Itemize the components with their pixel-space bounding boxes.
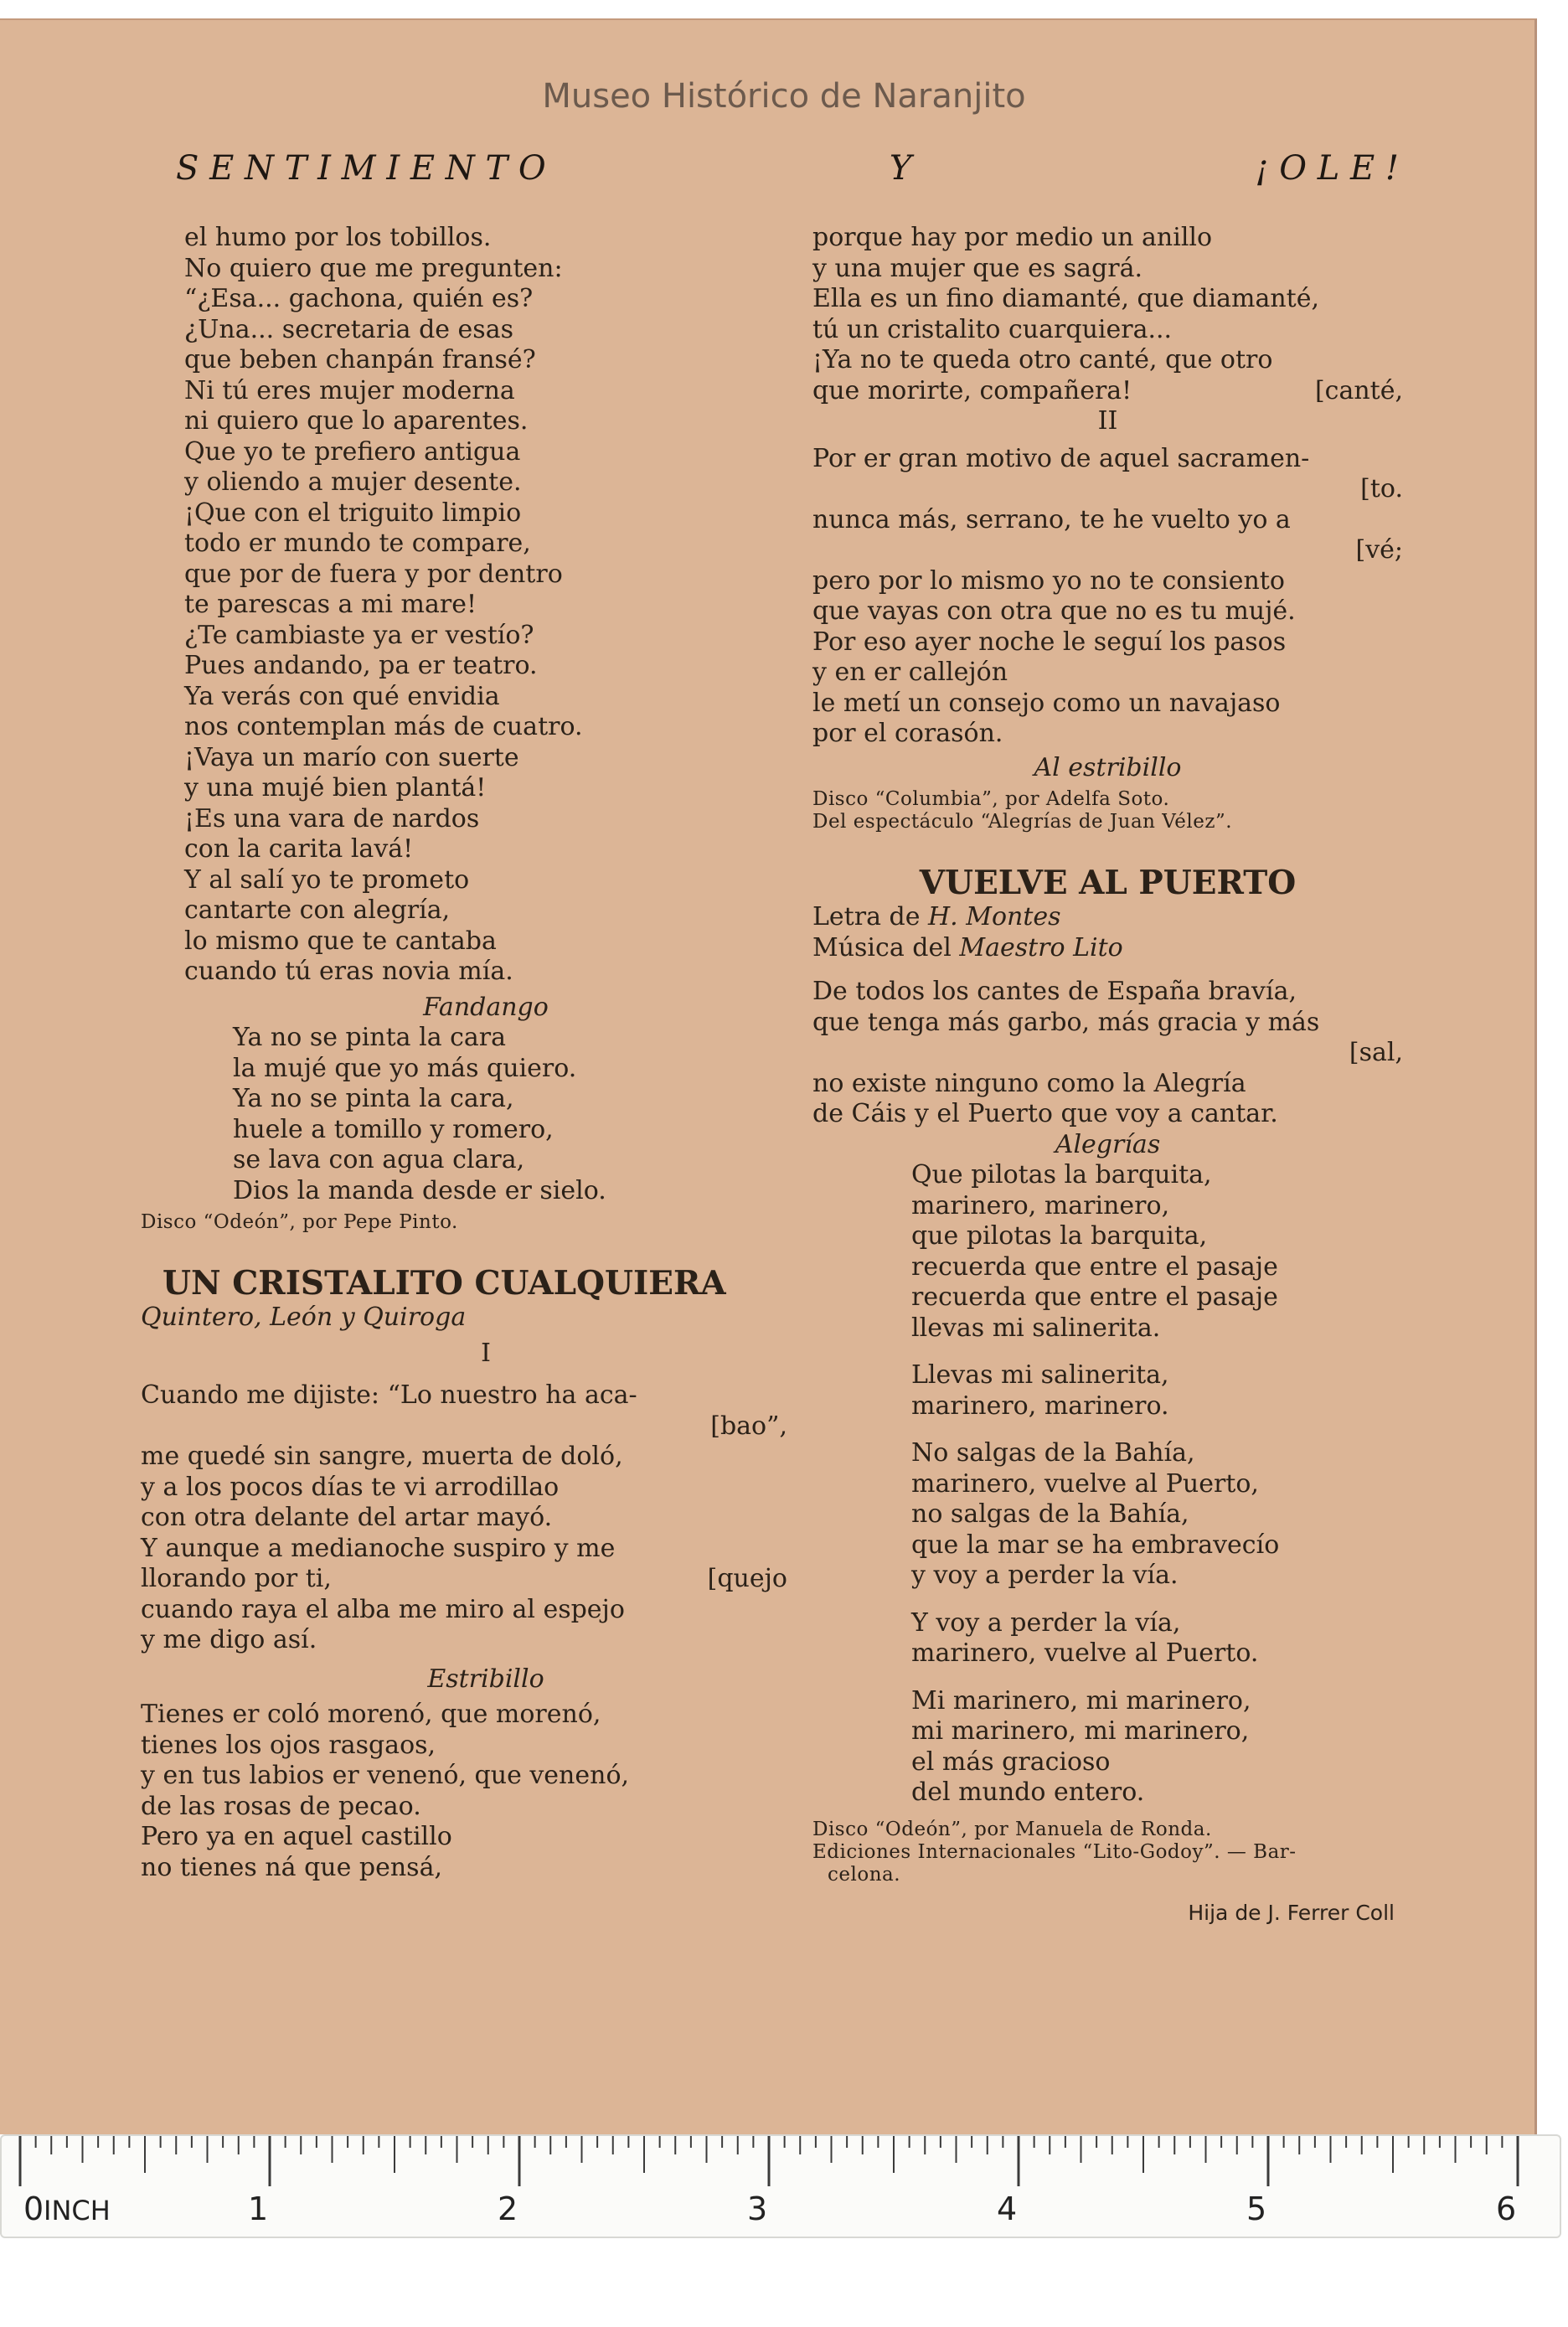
part-two-label: II <box>1097 406 1118 436</box>
ruler-number: 6 <box>1496 2190 1517 2227</box>
ruler-number: 2 <box>498 2190 518 2227</box>
ruler-number: 3 <box>747 2190 768 2227</box>
verse-line: No quiero que me pregunten: <box>184 253 563 283</box>
credit-line: celona. <box>828 1863 901 1886</box>
verse-line: No salgas de la Bahía, <box>911 1438 1195 1468</box>
verse-line: del mundo entero. <box>911 1777 1145 1807</box>
verse-line: tienes los ojos rasgaos, <box>141 1730 436 1760</box>
verse-line: de Cáis y el Puerto que voy a cantar. <box>812 1099 1278 1128</box>
part-one-verse <box>141 1380 787 1656</box>
printer-credit: Hija de J. Ferrer Coll <box>1188 1900 1395 1925</box>
verse-line: lo mismo que te cantaba <box>184 926 497 956</box>
verse-line: ¡Que con el triguito limpio <box>184 498 522 528</box>
intro-verse <box>812 977 1403 1130</box>
verse-line: Ya no se pinta la cara, <box>233 1084 514 1113</box>
verse-line: Tienes er coló morenó, que morenó, <box>141 1700 601 1729</box>
verse-line: con otra delante del artar mayó. <box>141 1503 553 1532</box>
verse-line: te parescas a mi mare! <box>184 590 477 619</box>
verse-line: marinero, vuelve al Puerto, <box>911 1468 1259 1499</box>
verse-line: la mujé que yo más quiero. <box>233 1053 577 1083</box>
verse-line: me quedé sin sangre, muerta de doló, <box>141 1442 623 1471</box>
right-column <box>812 223 1403 1928</box>
verse-line: ¡Ya no te queda otro canté, que otro <box>812 345 1273 374</box>
verse-line: cantarte con alegría, <box>184 895 451 925</box>
verse-line: Pero ya en aquel castillo <box>141 1822 452 1851</box>
verse-line: Mi marinero, mi marinero, <box>911 1685 1251 1716</box>
stanza-1 <box>812 1160 1403 1344</box>
part-one-label: I <box>481 1338 491 1368</box>
part-two-verse <box>812 444 1403 750</box>
credit-line: Disco “Columbia”, por Adelfa Soto. <box>812 788 1170 810</box>
verse-line: [quejo <box>707 1564 787 1593</box>
verse-line: ¡Es una vara de nardos <box>184 803 480 833</box>
verse-line: De todos los cantes de España bravía, <box>812 977 1297 1006</box>
verse-line: Ni tú eres mujer moderna <box>184 375 515 405</box>
verse-line: Cuando me dijiste: “Lo nuestro ha aca- <box>141 1380 637 1410</box>
musica-name: Maestro Lito <box>959 932 1123 962</box>
verse-line: nos contemplan más de cuatro. <box>184 712 583 741</box>
letra-label: Letra de <box>812 902 921 931</box>
verse-line: que pilotas la barquita, <box>911 1221 1208 1251</box>
verse-line: ¿Una... secretaria de esas <box>184 314 513 344</box>
credit-line: Ediciones Internacionales “Lito-Godoy”. — Bar- <box>812 1840 1297 1863</box>
verse-line: y oliendo a mujer desente. <box>184 467 522 497</box>
verse-line: Por er gran motivo de aquel sacramen- <box>812 443 1310 473</box>
ruler-number: 1 <box>248 2190 269 2227</box>
verse-line: nunca más, serrano, te he vuelto yo a <box>812 504 1291 534</box>
verse-line: [vé; <box>1355 535 1403 565</box>
verse-line: no existe ninguno como la Alegría <box>812 1068 1246 1098</box>
verse-line: Y voy a perder la vía, <box>911 1607 1181 1638</box>
verse-line: que por de fuera y por dentro <box>184 559 563 589</box>
verse-line: Dios la manda desde er sielo. <box>233 1175 606 1205</box>
verse-line: pero por lo mismo yo no te consiento <box>812 565 1285 596</box>
verse-line: no tienes ná que pensá, <box>141 1852 442 1882</box>
stanza-4 <box>812 1608 1403 1669</box>
verse-line: y una mujer que es sagrá. <box>812 253 1142 283</box>
verse-line: ¿Te cambiaste ya er vestío? <box>184 620 534 650</box>
ruler-number: 0 <box>23 2190 44 2227</box>
verse-line: Pues andando, pa er teatro. <box>184 651 538 680</box>
left-column <box>141 223 787 1883</box>
song-title-vuelve: VUELVE AL PUERTO <box>919 864 1297 902</box>
verse-line: Llevas mi salinerita, <box>911 1360 1169 1390</box>
verse-line: [to. <box>1360 474 1403 503</box>
verse-line: Por eso ayer noche le seguí los pasos <box>812 627 1287 657</box>
disco-credit-1: Disco “Odeón”, por Pepe Pinto. <box>141 1211 458 1233</box>
fandango-verse <box>184 1023 787 1206</box>
ruler-unit-label: INCH <box>44 2195 111 2226</box>
disco-credit-3 <box>812 1819 1403 1886</box>
lyrics-credit <box>812 902 1403 933</box>
verse-line: no salgas de la Bahía, <box>911 1499 1189 1529</box>
song-title-cristalito: UN CRISTALITO CUALQUIERA <box>162 1264 726 1303</box>
header-word-3: ¡ O L E ! <box>1255 149 1399 188</box>
verse-line: recuerda que entre el pasaje <box>911 1282 1278 1312</box>
verse-line: el más gracioso <box>911 1747 1111 1777</box>
verse-line: se lava con agua clara, <box>233 1145 525 1174</box>
credit-line: Del espectáculo “Alegrías de Juan Vélez”. <box>812 811 1233 833</box>
verse-line: recuerda que entre el pasaje <box>911 1251 1278 1282</box>
verse-line: porque hay por medio un anillo <box>812 223 1213 252</box>
ruler-number: 4 <box>997 2190 1018 2227</box>
verse-line: Que yo te prefiero antigua <box>184 436 521 467</box>
verse-line: [canté, <box>1314 375 1403 405</box>
verse-line: y en tus labios er venenó, que venenó, <box>141 1761 630 1790</box>
verse-line: y una mujé bien plantá! <box>184 773 487 802</box>
verse-line: por el corasón. <box>812 719 1003 748</box>
header-word-1: S E N T I M I E N T O <box>176 149 546 188</box>
verse-continuation <box>812 223 1403 406</box>
verse-line: con la carita lavá! <box>184 834 414 864</box>
verse-line: ¡Vaya un marío con suerte <box>184 742 519 772</box>
verse-line: Que pilotas la barquita, <box>911 1160 1212 1189</box>
verse-line: marinero, marinero, <box>911 1190 1170 1220</box>
song-authors: Quintero, León y Quiroga <box>141 1303 467 1332</box>
ruler-ticks <box>0 2134 1568 2327</box>
verse-line: marinero, vuelve al Puerto. <box>911 1638 1259 1668</box>
verse-line: le metí un consejo como un navajaso <box>812 688 1281 718</box>
verse-line: que tenga más garbo, más gracia y más <box>812 1007 1320 1037</box>
stanza-5 <box>812 1686 1403 1808</box>
verse-line: Ya verás con qué envidia <box>184 681 500 711</box>
verse-line: y voy a perder la vía. <box>911 1561 1179 1590</box>
verse-line: de las rosas de pecao. <box>141 1791 421 1821</box>
inch-ruler <box>0 2134 1568 2327</box>
letra-name: H. Montes <box>928 902 1061 931</box>
verse-line: Y aunque a medianoche suspiro y me <box>141 1533 616 1563</box>
stanza-2 <box>812 1360 1403 1421</box>
verse-line: Y al salí yo te prometo <box>184 864 470 895</box>
ruler-number: 5 <box>1246 2190 1267 2227</box>
verse-line: cuando raya el alba me miro al espejo <box>141 1594 625 1624</box>
poem-continuation <box>184 223 787 988</box>
verse-line: [sal, <box>1349 1038 1403 1067</box>
musica-label: Música del <box>812 932 952 962</box>
verse-line: [bao”, <box>710 1411 787 1441</box>
watermark-title: Museo Histórico de Naranjito <box>542 77 1026 116</box>
stanza-3 <box>812 1438 1403 1592</box>
verse-line: cuando tú eras novia mía. <box>184 957 513 986</box>
verse-line: tú un cristalito cuarquiera... <box>812 314 1173 344</box>
verse-line: “¿Esa... gachona, quién es? <box>184 284 534 313</box>
verse-line: el humo por los tobillos. <box>184 223 492 252</box>
verse-line: Ya no se pinta la cara <box>233 1023 507 1052</box>
music-credit <box>812 933 1403 964</box>
verse-line: que beben chanpán fransé? <box>184 345 536 374</box>
verse-line: y a los pocos días te vi arrodillao <box>141 1472 560 1502</box>
verse-line: marinero, marinero. <box>911 1391 1169 1421</box>
alegrias-title: Alegrías <box>1055 1129 1161 1159</box>
verse-line: que vayas con otra que no es tu mujé. <box>812 596 1296 626</box>
verse-line: que morirte, compañera! <box>812 375 1132 405</box>
verse-line: que la mar se ha embravecío <box>911 1530 1280 1560</box>
verse-line: todo er mundo te compare, <box>184 529 531 558</box>
fandango-title: Fandango <box>423 992 549 1022</box>
verse-line: mi marinero, mi marinero, <box>911 1716 1250 1746</box>
credit-line: Disco “Odeón”, por Manuela de Ronda. <box>812 1818 1212 1840</box>
running-header <box>176 149 1399 188</box>
disco-credit-2 <box>812 788 1403 833</box>
header-word-2: Y <box>889 149 912 188</box>
verse-line: ni quiero que lo aparentes. <box>184 406 529 436</box>
verse-line: y en er callejón <box>812 658 1008 687</box>
verse-line: Ella es un fino diamanté, que diamanté, <box>812 284 1320 313</box>
verse-line: llevas mi salinerita. <box>911 1313 1161 1343</box>
verse-line: llorando por ti, <box>141 1564 332 1593</box>
estribillo-verse <box>141 1700 787 1883</box>
verse-line: huele a tomillo y romero, <box>233 1114 554 1144</box>
al-estribillo: Al estribillo <box>1034 752 1182 782</box>
verse-line: y me digo así. <box>141 1625 317 1654</box>
estribillo-title: Estribillo <box>427 1664 544 1694</box>
